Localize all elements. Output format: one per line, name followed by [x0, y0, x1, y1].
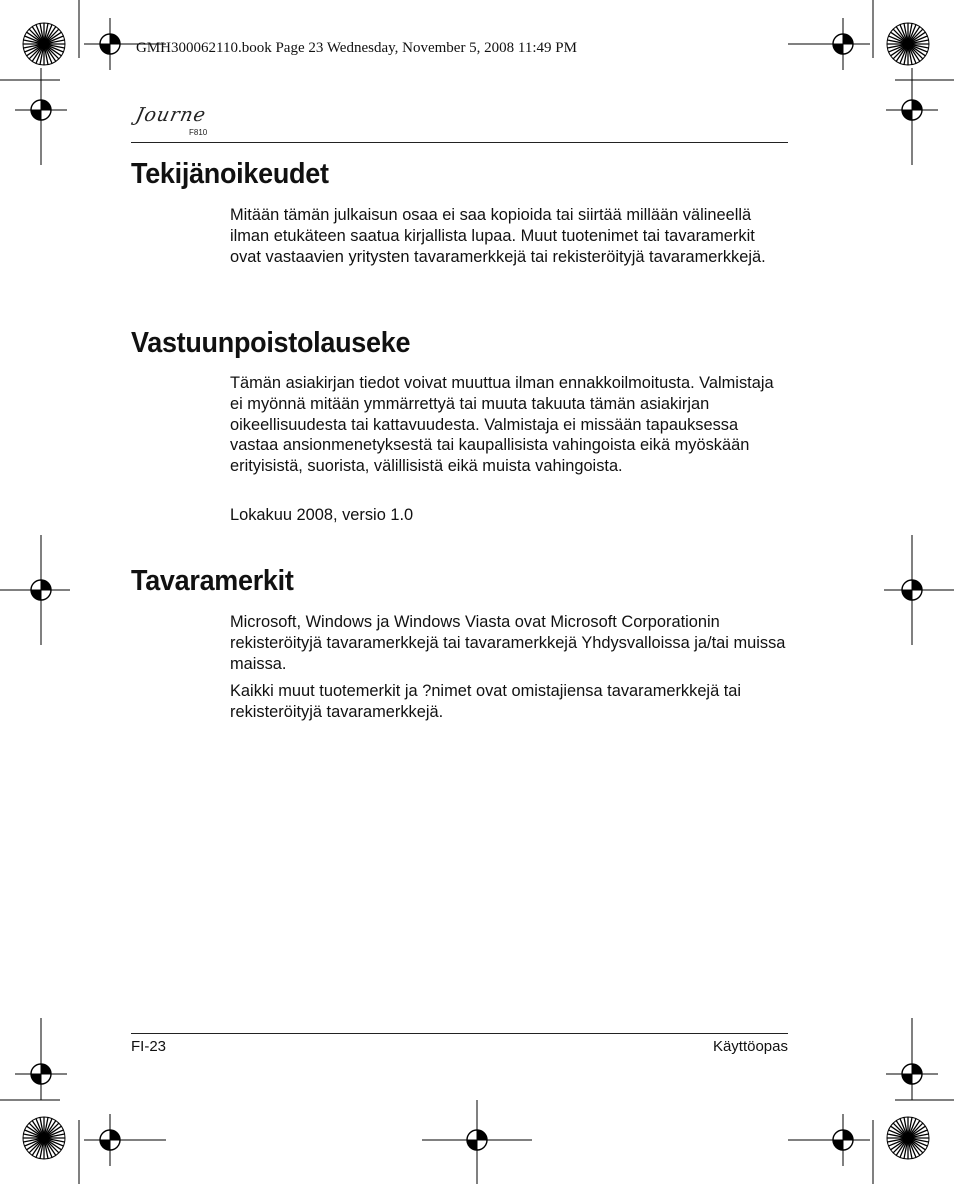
- section-heading: Tekijänoikeudet: [131, 158, 329, 190]
- footer-rule: [131, 1033, 788, 1034]
- logo-script: Journe: [133, 104, 209, 126]
- section-heading: Vastuunpoistolauseke: [131, 327, 411, 359]
- section-heading: Tavaramerkit: [131, 565, 294, 597]
- book-title: Käyttöopas: [712, 1038, 788, 1055]
- print-slug: GMH300062110.book Page 23 Wednesday, November 5, 2008 11:49 PM: [136, 40, 577, 56]
- page-number: FI-23: [131, 1038, 167, 1055]
- section-paragraph: Mitään tämän julkaisun osaa ei saa kopioida tai siirtää millään välineellä ilman etukäteen saatua kirjallista lupaa. Muut tuotenimet tai tavaramerkit ovat vastaavien yritysten tavaramerkkejä tai rekisteröityjä tavaramerkkejä.: [230, 206, 766, 266]
- corner-target-icon: [887, 1117, 929, 1159]
- header-rule: [131, 142, 788, 143]
- logo-model: F810: [189, 128, 208, 137]
- section-paragraph: Kaikki muut tuotemerkit ja ?nimet ovat omistajiensa tavaramerkkejä tai rekisteröityjä tavaramerkkejä.: [230, 682, 742, 721]
- corner-target-icon: [887, 23, 929, 65]
- corner-target-icon: [23, 1117, 65, 1159]
- section-paragraph: Microsoft, Windows ja Windows Viasta ovat Microsoft Corporationin rekisteröityjä tavaramerkkejä tai tavaramerkkejä Yhdysvalloissa ja/tai muissa maissa.: [230, 613, 786, 673]
- journe-logo: [132, 104, 222, 140]
- corner-target-icon: [23, 23, 65, 65]
- section-paragraph: Tämän asiakirjan tiedot voivat muuttua ilman ennakkoilmoitusta. Valmistaja ei myönnä mitään ymmärrettyä tai muuta takuuta tämän asiakirjan oikeellisuudesta tai kattavuudesta. Valmistaja ei missään tapauksessa vastaa ansionmenetyksestä tai kaupallisista vahingoista eikä myöskään erityisistä, suorista, välillisistä eikä muista vahingoista.: [230, 374, 774, 476]
- section-paragraph: Lokakuu 2008, versio 1.0: [230, 506, 414, 524]
